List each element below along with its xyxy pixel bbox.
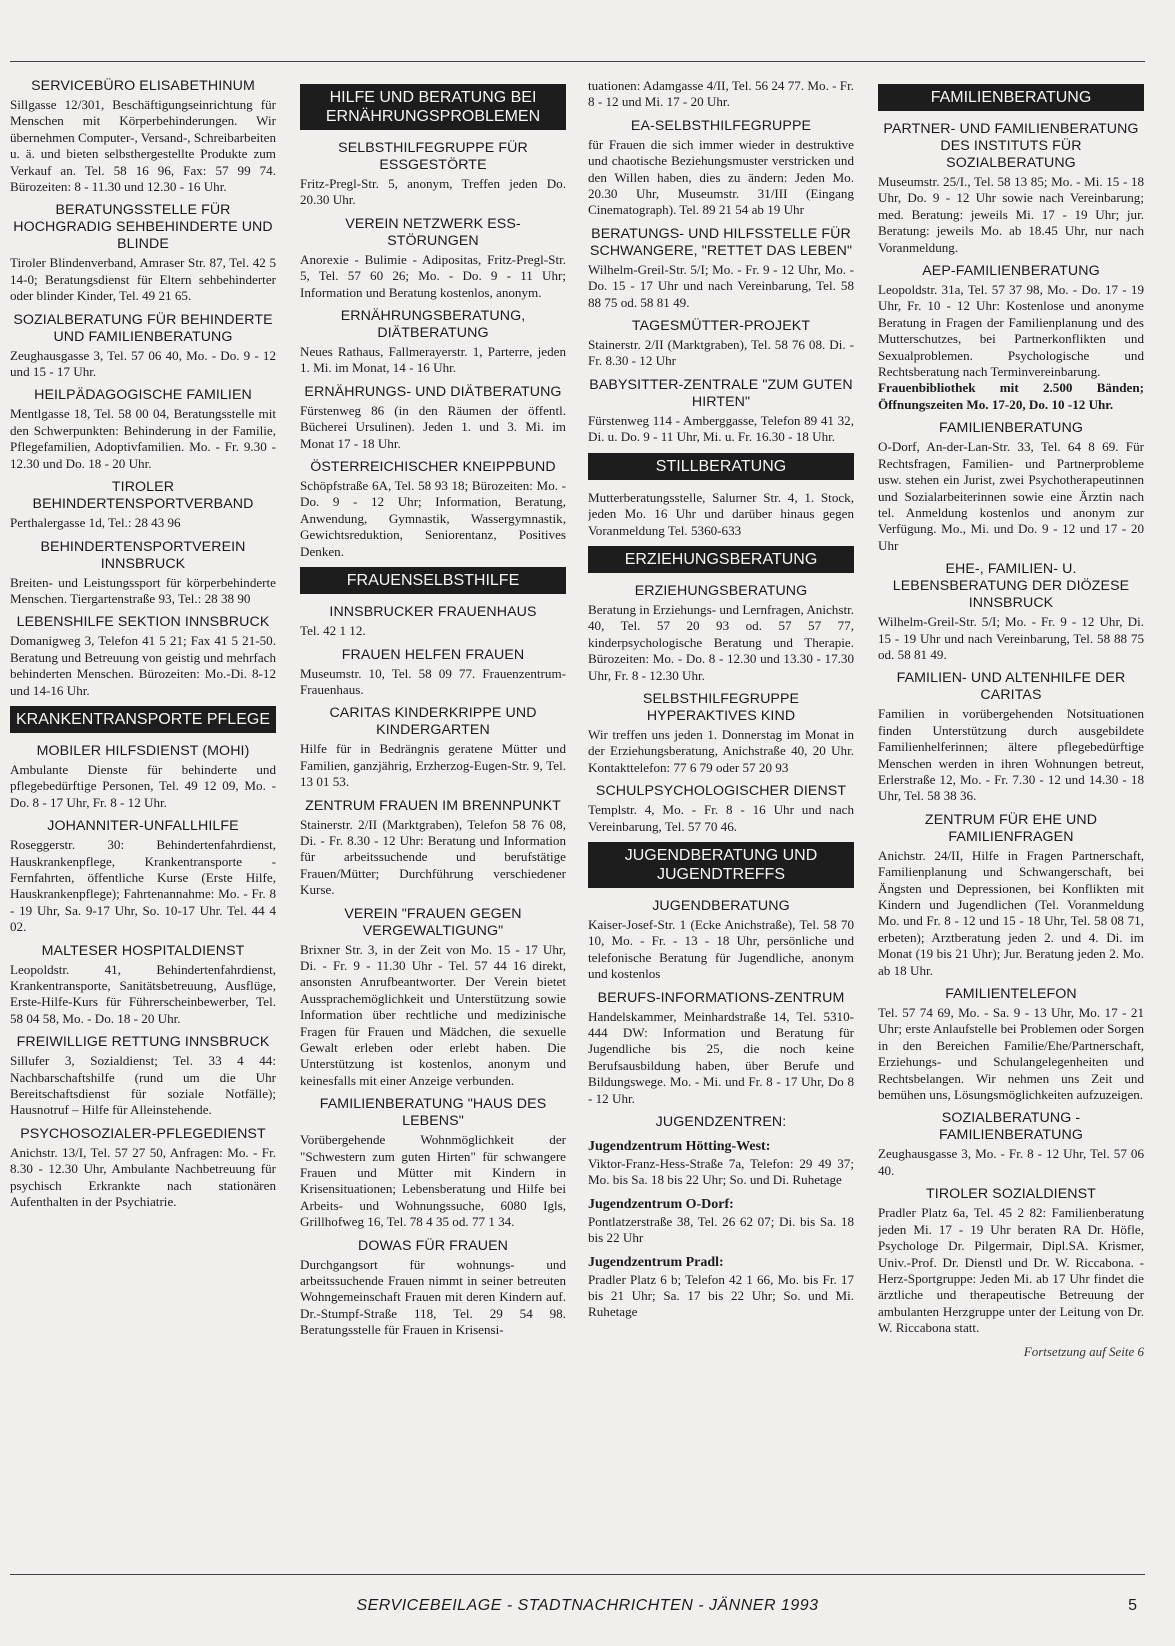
directory-entry [588,1114,854,1131]
entry-text: Tel. 42 1 12. [300,623,366,639]
directory-entry [878,812,1144,979]
entry-text: Wir treffen uns jeden 1. Donnerstag im Monat in der Erziehungsberatung, Anichstraße 40, 20 Uhr. Kontakttelefon: 77 6 79 oder 57 20 93 [588,726,854,775]
directory-entry [878,986,1144,1103]
page-number: 5 [1128,1597,1137,1614]
entry-title: BERUFS-INFORMATIONS-ZENTRUM [597,989,845,1006]
entry-text: Pradler Platz 6 b; Telefon 42 1 66, Mo. bis Fr. 17 bis 21 Uhr; Sa. 17 bis 22 Uhr; So. und Mi. Ruhetage [588,1271,854,1320]
entry-title: MOBILER HILFSDIENST (MOHI) [36,742,250,759]
directory-entry [10,1126,276,1211]
entry-title: DOWAS FÜR FRAUEN [357,1237,509,1254]
section-banner: KRANKENTRANSPORTE PFLEGE [10,706,276,733]
directory-entry [300,384,566,452]
entry-text: Kaiser-Josef-Str. 1 (Ecke Anichstraße), Tel. 58 70 10, Mo. - Fr. - 13 - 18 Uhr, persönliche und telefonische Beratung für Jugendliche, anonym und kostenlos [588,916,854,982]
entry-title: SCHULPSYCHOLOGISCHER DIENST [595,783,847,800]
entry-title: MALTESER HOSPITALDIENST [41,942,245,959]
entry-title: BERATUNGS- UND HILFSSTELLE FÜR SCHWANGERE, "RETTET DAS LEBEN" [589,225,853,259]
entry-title: EHE-, FAMILIEN- U. LEBENSBERATUNG DER DIÖZESE INNSBRUCK [892,561,1130,612]
continuation-note: Fortsetzung auf Seite 6 [1023,1343,1144,1359]
entry-text: Sillufer 3, Sozialdienst; Tel. 33 4 44: Nachbarschaftshilfe (rund um die Uhr Bereitschaftsdienst für soziale Notfälle); Hausnotruf – Hilfe für Alleinstehende. [10,1053,276,1118]
entry-text: Stainerstr. 2/II (Marktgraben), Telefon 58 76 08, Di. - Fr. 8.30 - 12 Uhr: Beratung und Information für arbeitssuchende und berufstätige Frauen/Mütter; Durchführung verschiedener Kurse. [300,816,566,898]
directory-entry [878,121,1144,256]
entry-title: JOHANNITER-UNFALLHILFE [47,818,239,835]
entry-title: SOZIALBERATUNG FÜR BEHINDERTE UND FAMILIENBERATUNG [13,311,273,345]
entry-title: ERZIEHUNGSBERATUNG [634,582,808,599]
entry-title: JUGENDBERATUNG [652,897,790,914]
directory-entry [588,1254,854,1321]
entry-text: Schöpfstraße 6A, Tel. 58 93 18; Bürozeiten: Mo. - Do. 9 - 12 Uhr; Information, Beratung, Anwendung, Gymnastik, Wassergymnastik, Gewichtsreduktion, Seniorentanz, Positives Denken. [300,478,566,559]
directory-entry [10,1034,276,1119]
entry-text: Mutterberatungsstelle, Salurner Str. 4, 1. Stock, jeden Mo. 16 Uhr und darüber hinaus gegen Voranmeldung Tel. 5360-633 [588,489,854,538]
entry-title: VEREIN NETZWERK ESS-STÖRUNGEN [345,215,521,249]
entry-text: Tiroler Blindenverband, Amraser Str. 87, Tel. 42 5 14-0; Beratungsdienst für Eltern sehbehinderter oder blinder Kinder, Tel. 49 21 65. [10,255,276,304]
entry-title: PARTNER- UND FAMILIENBERATUNG DES INSTITUTS FÜR SOZIALBERATUNG [883,121,1139,171]
entry-title: SOZIALBERATUNG - FAMILIENBERATUNG [938,1110,1084,1144]
directory-entry [300,798,566,899]
entry-text: Domanigweg 3, Telefon 41 5 21; Fax 41 5 21-50. Beratung und Betreuung von geistig und mehrfach behinderten Menschen. Bürozeiten: Mo.-Di. 8-12 und 14-16 Uhr. [10,633,276,698]
entry-text: Familien in vorübergehenden Notsituationen finden Unterstützung durch ausgebildete Familienhelferinnen; ältere pflegebedürftige Menschen werden in ihren Wohnungen betreut, Erlerstraße 12, Mo. - Fr. 7.30 - 12 und 14.30 - 18 Uhr, Tel. 58 38 36. [878,706,1144,804]
entry-title: FAMILIENBERATUNG [938,420,1084,437]
entry-text: Stainerstr. 2/II (Marktgraben), Tel. 58 76 08. Di. - Fr. 8.30 - 12 Uhr [588,337,854,369]
entry-text: Roseggerstr. 30: Behindertenfahrdienst, Hauskrankenpflege, Krankentransporte - Fernfahrten, öffentliche Kurse (Erste Hilfe, Hauskrankenpflege); Fahrtenannahme: Mo. - Fr. 8 - 19 Uhr, Sa. 9-17 Uhr, So. 10-17 Uhr. Tel. 44 4 02. [10,837,276,935]
directory-entry [10,539,276,608]
directory-entry [588,783,854,835]
entry-text: Vorübergehende Wohnmöglichkeit der "Schwestern zum guten Hirten" für schwangere Frauen und Mütter mit Kindern in Krisensituationen; Lebensberatung und Hilfe bei Arbeits- und Wohnungssuche, 6080 Igls, Grillhofweg 16, Tel. 78 4 35 od. 77 1 34. [300,1132,566,1230]
entry-highlight: Frauenbibliothek mit 2.500 Bänden; Öffnungszeiten Mo. 17-20, Do. 10 -12 Uhr. [878,380,1144,412]
entry-text: Museumstr. 25/I., Tel. 58 13 85; Mo. - Mi. 15 - 18 Uhr, Do. 9 - 12 Uhr sowie nach Vereinbarung; med. Beratung: jeweils Mi. 17 - 19 Uhr; jur. Beratung: jeweils Mo. ab 18.45 Uhr, nur nach Voranmeldung. [878,174,1144,255]
entry-title: ERNÄHRUNGSBERATUNG, DIÄTBERATUNG [340,308,526,342]
entry-title: FAMILIEN- UND ALTENHILFE DER CARITAS [896,670,1126,704]
directory-entry [300,308,566,377]
entry-text: Brixner Str. 3, in der Zeit von Mo. 15 - 17 Uhr, Di. - Fr. 9 - 11.30 Uhr - Tel. 57 44 16 direkt, ansonsten Anrufbeantworter. Der Verein bietet Aussprachemöglichkeit und Unterstützung sowie Information über rechtliche und medizinische Fragen für Frauen und Mädchen, die sexuelle Gewalt erleben oder erlebt haben. Die Unterstützung ist kostenlos, anonym und keinesfalls mit einer Anzeige verbunden. [300,941,566,1088]
entry-title: SERVICEBÜRO ELISABETHINUM [31,78,255,94]
entry-text: Pradler Platz 6a, Tel. 45 2 82: Familienberatung jeden Mi. 17 - 19 Uhr beraten RA Dr. Höfle, Psychologe Dr. Pilgermair, Dipl.SA. Krismer, Univ.-Prof. Dr. Dienstl und Dr. W. Riccabona. - Herz-Sportgruppe: Jeden Mi. ab 17 Uhr findet die ärztliche und therapeutische Betreuung der ambulanten Herzgruppe unter der Leitung von Dr. W. Riccabona statt. [878,1205,1144,1336]
directory-entry [10,312,276,381]
entry-subtitle: Jugendzentrum O-Dorf: [588,1196,734,1212]
section-banner: FRAUENSELBSTHILFE [300,567,566,594]
directory-entry [588,1138,854,1189]
directory-entry [878,561,1144,663]
entry-text: Ambulante Dienste für behinderte und pflegebedürftige Personen, Tel. 49 12 09, Mo. - Do. 8 - 17 Uhr, Fr. 8 - 12 Uhr. [10,761,276,810]
entry-title: INNSBRUCKER FRAUENHAUS [329,604,537,621]
entry-text: Zeughausgasse 3, Mo. - Fr. 8 - 12 Uhr, Tel. 57 06 40. [878,1146,1144,1178]
section-banner: FAMILIENBERATUNG [878,84,1144,111]
directory-entry [588,1196,854,1247]
directory-entry [878,263,1144,413]
entry-text: Durchgangsort für wohnungs- und arbeitssuchende Frauen nimmt in seiner betreuten Wohngemeinschaft Frauen mit deren Kindern auf. Dr.-Stumpf-Straße 118, Tel. 29 54 98. Beratungsstelle für Frauen in Krisensi- [300,1256,566,1338]
entry-text: Neues Rathaus, Fallmerayerstr. 1, Parterre, jeden 1. Mi. im Monat, 14 - 16 Uhr. [300,344,566,376]
entry-text: Museumstr. 10, Tel. 58 09 77. Frauenzentrum-Frauenhaus. [300,665,566,697]
entry-title: ÖSTERREICHISCHER KNEIPPBUND [310,459,556,476]
directory-entry [588,990,854,1107]
entry-text: Fürstenweg 114 - Amberggasse, Telefon 89 41 32, Di. u. Do. 9 - 11 Uhr, Mi. u. Fr. 16.30 - 18 Uhr. [588,412,854,445]
entry-title: FAMILIENTELEFON [945,986,1077,1003]
bottom-rule [10,1574,1145,1575]
entry-title: FAMILIENBERATUNG "HAUS DES LEBENS" [319,1096,547,1130]
directory-entry [878,420,1144,554]
article-columns [10,78,1142,1558]
entry-text: Breiten- und Leistungssport für körperbehinderte Menschen. Tiergartenstraße 93, Tel.: 28 38 90 [10,574,276,606]
entry-text: tuationen: Adamgasse 4/II, Tel. 56 24 77. Mo. - Fr. 8 - 12 und Mi. 17 - 20 Uhr. [588,78,854,110]
section-banner: HILFE UND BERATUNG BEI ERNÄHRUNGSPROBLEMEN [300,84,566,130]
directory-entry [588,490,854,539]
directory-entry [588,226,854,311]
section-banner: JUGENDBERATUNG UND JUGENDTREFFS [588,842,854,888]
directory-entry [300,1238,566,1339]
column-1 [10,78,276,1558]
entry-text: Anichstr. 13/I, Tel. 57 27 50, Anfragen: Mo. - Fr. 8.30 - 12.30 Uhr, Ambulante Nachbetreuung für psychisch Erkrankte nach stationären Aufenthalten in der Psychiatrie. [10,1144,276,1210]
entry-title: FRAUEN HELFEN FRAUEN [341,646,525,663]
directory-entry [10,743,276,811]
directory-entry [588,583,854,684]
entry-text: Zeughausgasse 3, Tel. 57 06 40, Mo. - Do. 9 - 12 und 15 - 17 Uhr. [10,347,276,380]
directory-entry [300,459,566,560]
entry-title: BABYSITTER-ZENTRALE "ZUM GUTEN HIRTEN" [589,376,853,410]
entry-text: Anorexie - Bulimie - Adipositas, Fritz-Pregl-Str. 5, Tel. 57 60 26; Mo. - Do. 9 - 11 Uhr; Information und Beratung kostenlos, anonym. [300,251,566,300]
entry-text: Wilhelm-Greil-Str. 5/I; Mo. - Fr. 9 - 12 Uhr, Mo. - Do. 15 - 17 Uhr und nach Vereinbarung, Tel. 58 88 75 od. 58 81 49. [588,261,854,310]
entry-text: für Frauen die sich immer wieder in destruktive und chaotische Beziehungsmuster verstricken und den Willen haben, dies zu ändern: Jeden Mo. 20.30 Uhr, Museumstr. 31/III (Eingang Cinematograph). Tel. 89 21 54 ab 19 Uhr [588,136,854,218]
entry-text: Fritz-Pregl-Str. 5, anonym, Treffen jeden Do. 20.30 Uhr. [300,176,566,208]
entry-title: SELBSTHILFEGRUPPE HYPERAKTIVES KIND [642,690,800,724]
entry-text: Templstr. 4, Mo. - Fr. 8 - 16 Uhr und nach Vereinbarung, Tel. 57 70 46. [588,802,854,834]
directory-entry [588,118,854,219]
directory-entry [588,78,854,111]
directory-entry [10,387,276,472]
entry-text: Beratung in Erziehungs- und Lernfragen, Anichstr. 40, Tel. 57 20 93 od. 57 57 77, kinderpsychologische Beratung und Therapie. Bürozeiten: Mo. - Do. 8 - 12.30 und 13.30 - 17.30 Uhr, Fr. 8 - 12.30 Uhr. [588,601,854,683]
directory-entry [878,1110,1144,1179]
entry-title: EA-SELBSTHILFEGRUPPE [630,117,812,134]
column-2 [300,78,566,1558]
entry-text: Fürstenweg 86 (in den Räumen der öffentl. Bücherei Ursulinen). Jeden 1. und 3. Mi. im Monat 17 - 18 Uhr. [300,402,566,451]
entry-text: Viktor-Franz-Hess-Straße 7a, Telefon: 29 49 37; Mo. bis Sa. 18 bis 22 Uhr; So. und Di. Ruhetage [588,1156,854,1188]
directory-entry [588,377,854,446]
entry-title: FREIWILLIGE RETTUNG INNSBRUCK [16,1034,270,1051]
directory-entry [10,78,276,195]
directory-entry [300,906,566,1090]
entry-title: TIROLER BEHINDERTENSPORTVERBAND [32,479,254,513]
entry-title: SELBSTHILFEGRUPPE FÜR ESSGESTÖRTE [338,140,528,173]
entry-text: O-Dorf, An-der-Lan-Str. 33, Tel. 64 8 69. Für Rechtsfragen, Familien- und Partnerprobleme usw. stehen ein Jurist, zwei Psychotherapeutinnen und Sozialarbeiterinnen sowie eine Ärztin nach tel. Anmeldung kostenlos und anonym zur Verfügung. Mo., Mi. und Do. 9 - 12 und 17 - 20 Uhr [878,439,1144,553]
directory-entry [10,818,276,935]
directory-entry [10,202,276,304]
entry-subtitle: Jugendzentrum Hötting-West: [588,1139,771,1155]
directory-entry [10,614,276,699]
directory-entry [300,1096,566,1230]
entry-text: Tel. 57 74 69, Mo. - Sa. 9 - 13 Uhr, Mo. 17 - 21 Uhr; erste Anlaufstelle bei Problemen oder Sorgen in den Bereichen Familie/Ehe/Partnerschaft, Erziehungs- und Schulangelegenheiten und Rechtsbelangen. Wir nehmen uns Zeit und bemühen uns, Lösungsmöglichkeiten aufzuzeigen. [878,1005,1144,1103]
directory-entry [10,479,276,531]
entry-title: LEBENSHILFE SEKTION INNSBRUCK [16,614,270,631]
directory-entry [588,318,854,370]
entry-title: ERNÄHRUNGS- UND DIÄTBERATUNG [304,383,562,400]
entry-title: BEHINDERTENSPORTVEREIN INNSBRUCK [40,538,246,572]
entry-title: HEILPÄDAGOGISCHE FAMILIEN [34,387,252,404]
entry-title: PSYCHOSOZIALER-PFLEGEDIENST [20,1125,266,1142]
entry-title: BERATUNGSSTELLE FÜR HOCHGRADIG SEHBEHINDERTE UND BLINDE [13,202,273,253]
entry-title: ZENTRUM FRAUEN IM BRENNPUNKT [305,797,561,814]
top-rule [10,61,1145,62]
entry-title: JUGENDZENTREN: [655,1114,787,1131]
entry-title: ZENTRUM FÜR EHE UND FAMILIENFRAGEN [924,811,1098,845]
entry-text: Anichstr. 24/II, Hilfe in Fragen Partnerschaft, Familienplanung und Schwangerschaft, bei Ängsten und Depressionen, bei Konflikten mit Kindern und Jugendlichen (Tel. Voranmeldung Mo. und Fr. 8 - 12 und 15 - 18 Uhr, Tel. 58 08 71, erbeten); Arztberatung jeden 2. und 4. Di. im Monat (19 bis 21 Uhr); Jur. Beratung jeden 2. Mo. ab 18 Uhr. [878,847,1144,978]
directory-entry [10,943,276,1028]
column-3 [588,78,854,1558]
directory-entry [300,216,566,301]
entry-text: Perthalergasse 1d, Tel.: 28 43 96 [10,515,181,531]
entry-text: Mentlgasse 18, Tel. 58 00 04, Beratungsstelle mit den Schwerpunkten: Behinderung in der Familie, Pflegefamilien, Adoptivfamilien. Mo. - Fr. 9.30 - 12.30 und Do. 18 - 20 Uhr. [10,406,276,471]
entry-title: VEREIN "FRAUEN GEGEN VERGEWALTIGUNG" [344,905,522,939]
entry-text: Sillgasse 12/301, Beschäftigungseinrichtung für Menschen mit Körperbehinderungen. Wir übernehmen Computer-, Versand-, Schreibarbeiten u. ä. und bieten selbsthergestellte Produkte zum Verkauf an. Tel. 58 16 96, Fax: 57 99 74. Bürozeiten: 8 - 11.30 und 12.30 - 16 Uhr. [10,97,276,195]
directory-entry [300,705,566,790]
entry-title: CARITAS KINDERKRIPPE UND KINDERGARTEN [329,705,537,739]
directory-entry [878,670,1144,804]
section-banner: ERZIEHUNGSBERATUNG [588,546,854,573]
entry-text: Leopoldstr. 31a, Tel. 57 37 98, Mo. - Do. 17 - 19 Uhr, Fr. 10 - 12 Uhr: Kostenlose und anonyme Beratung in Fragen der Familienplanung und des Mutterschutzes, bei Partnerkonflikten und Sexualproblemen. Psychologische und Rechtsberatung nach Terminvereinbarung. [878,282,1144,380]
section-banner: STILLBERATUNG [588,453,854,480]
directory-entry [588,898,854,983]
entry-subtitle: Jugendzentrum Pradl: [588,1254,724,1270]
page-footer: SERVICEBEILAGE - STADTNACHRICHTEN - JÄNNER 1993 [356,1597,819,1614]
directory-entry [300,604,566,639]
entry-title: TAGESMÜTTER-PROJEKT [631,318,811,335]
directory-entry [878,1186,1144,1336]
entry-text: Hilfe für in Bedrängnis geratene Mütter und Familien, ganzjährig, Erzherzog-Eugen-Str. 9, Tel. 13 01 53. [300,741,566,790]
column-4 [878,78,1144,1558]
directory-entry [300,647,566,699]
entry-title: AEP-FAMILIENBERATUNG [922,263,1100,280]
entry-text: Pontlatzerstraße 38, Tel. 26 62 07; Di. bis Sa. 18 bis 22 Uhr [588,1213,854,1246]
entry-text: Leopoldstr. 41, Behindertenfahrdienst, Krankentransporte, Sanitätsbetreuung, Ausflüge, Erste-Hilfe-Kurs für Führerscheinbewerber, Tel. 58 04 58, Mo. - Do. 18 - 20 Uhr. [10,961,276,1026]
entry-text: Wilhelm-Greil-Str. 5/I; Mo. - Fr. 9 - 12 Uhr, Di. 15 - 19 Uhr und nach Vereinbarung, Tel. 58 88 75 od. 58 81 49. [878,614,1144,662]
entry-text: Handelskammer, Meinhardstraße 14, Tel. 5310-444 DW: Information und Beratung für Jugendliche bis 25, die noch keine Berufsausbildung haben, über Berufe und Bildungswege. Mo. - Mi. und Fr. 8 - 17 Uhr, Do 8 - 12 Uhr. [588,1008,854,1106]
directory-entry [588,691,854,776]
directory-entry [300,140,566,209]
entry-title: TIROLER SOZIALDIENST [926,1186,1096,1203]
